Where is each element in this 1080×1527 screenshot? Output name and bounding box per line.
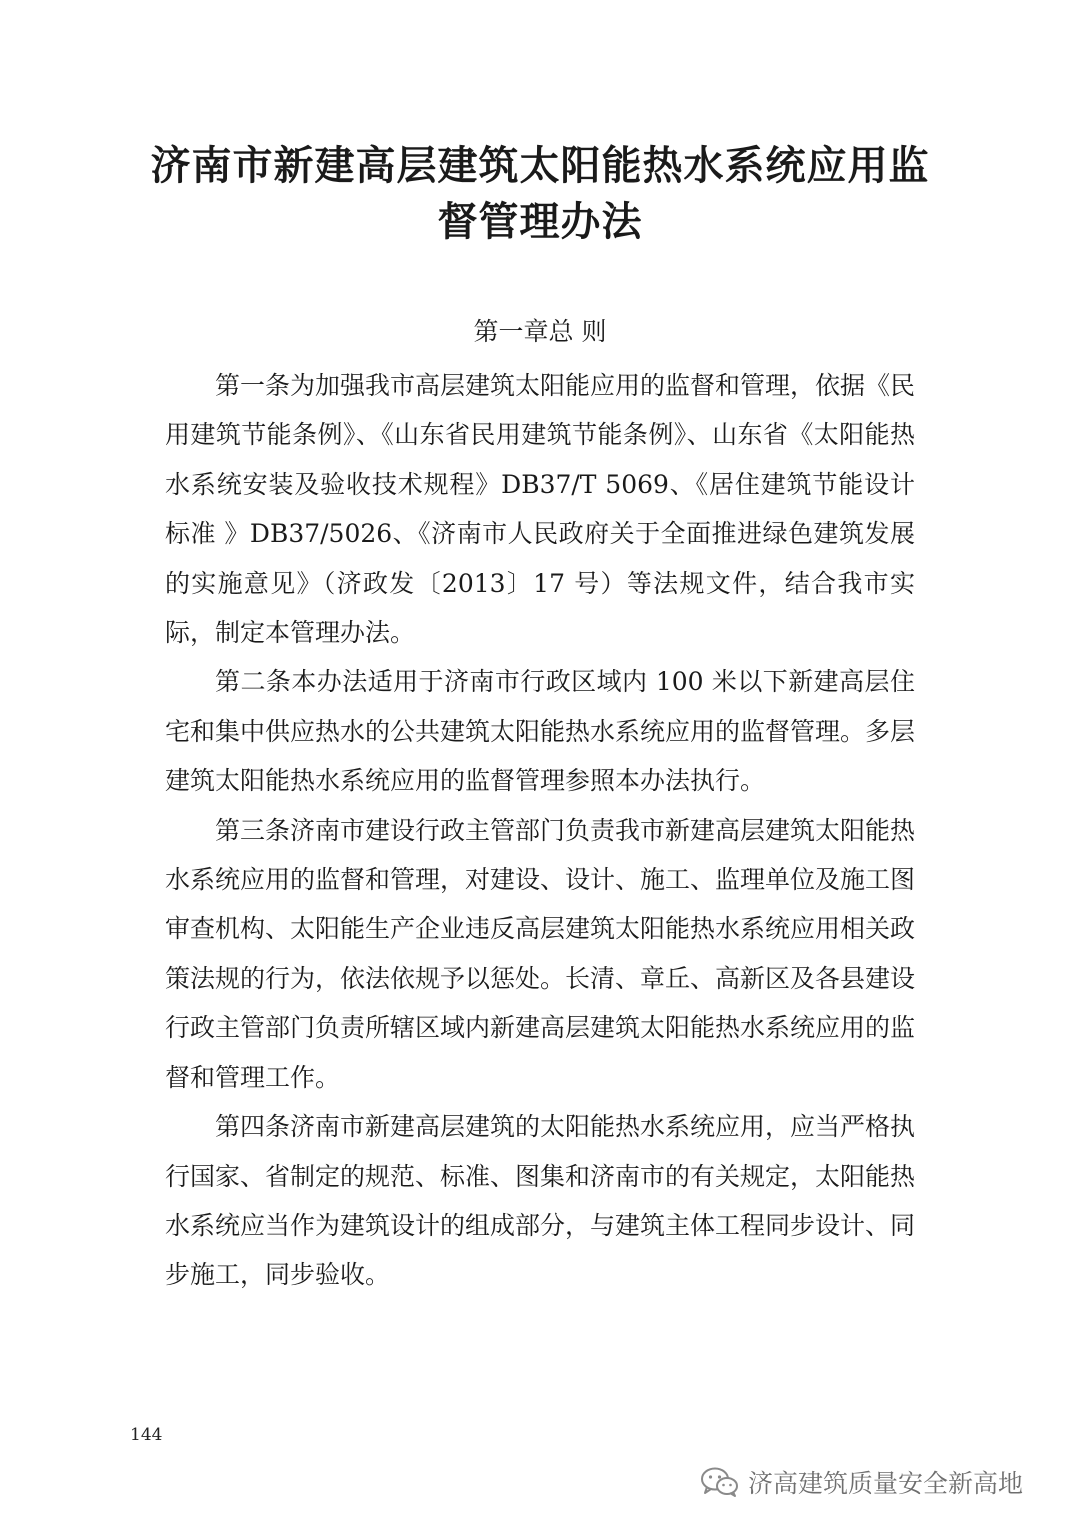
watermark — [700, 1462, 1023, 1502]
watermark-text: 济高建筑质量安全新高地 — [748, 1469, 1024, 1498]
chapter-heading: 第一章总 则 — [473, 317, 607, 346]
document-body — [165, 361, 915, 1300]
article-1: 第一条为加强我市高层建筑太阳能应用的监督和管理，依据《民用建筑节能条例》、《山东省民用建筑节能条例》、山东省《太阳能热水系统安装及验收技术规程》DB37/T 5069、《居住建筑节能设计标准 》DB37/5026、《济南市人民政府关于全面推进绿色建筑发展的实施意见》（济政发〔2013〕17 号）等法规文件，结合我市实际，制定本管理办法。 — [165, 371, 916, 648]
article-2: 第二条本办法适用于济南市行政区域内 100 米以下新建高层住宅和集中供应热水的公共建筑太阳能热水系统应用的监督管理。多层建筑太阳能热水系统应用的监督管理参照本办法执行。 — [165, 667, 916, 796]
title-line-2: 督管理办法 — [437, 199, 643, 245]
article-4: 第四条济南市新建高层建筑的太阳能热水系统应用，应当严格执行国家、省制定的规范、标准、图集和济南市的有关规定，太阳能热水系统应当作为建筑设计的组成部分，与建筑主体工程同步设计、同步施工，同步验收。 — [165, 1112, 916, 1290]
title-line-1: 济南市新建高层建筑太阳能热水系统应用监 — [150, 143, 930, 189]
page-number: 144 — [130, 1425, 163, 1445]
wechat-icon — [700, 1466, 740, 1498]
article-3: 第三条济南市建设行政主管部门负责我市新建高层建筑太阳能热水系统应用的监督和管理，对建设、设计、施工、监理单位及施工图审查机构、太阳能生产企业违反高层建筑太阳能热水系统应用相关政策法规的行为，依法依规予以惩处。长清、章丘、高新区及各县建设行政主管部门负责所辖区域内新建高层建筑太阳能热水系统应用的监督和管理工作。 — [165, 815, 916, 1092]
document-title — [150, 138, 930, 250]
